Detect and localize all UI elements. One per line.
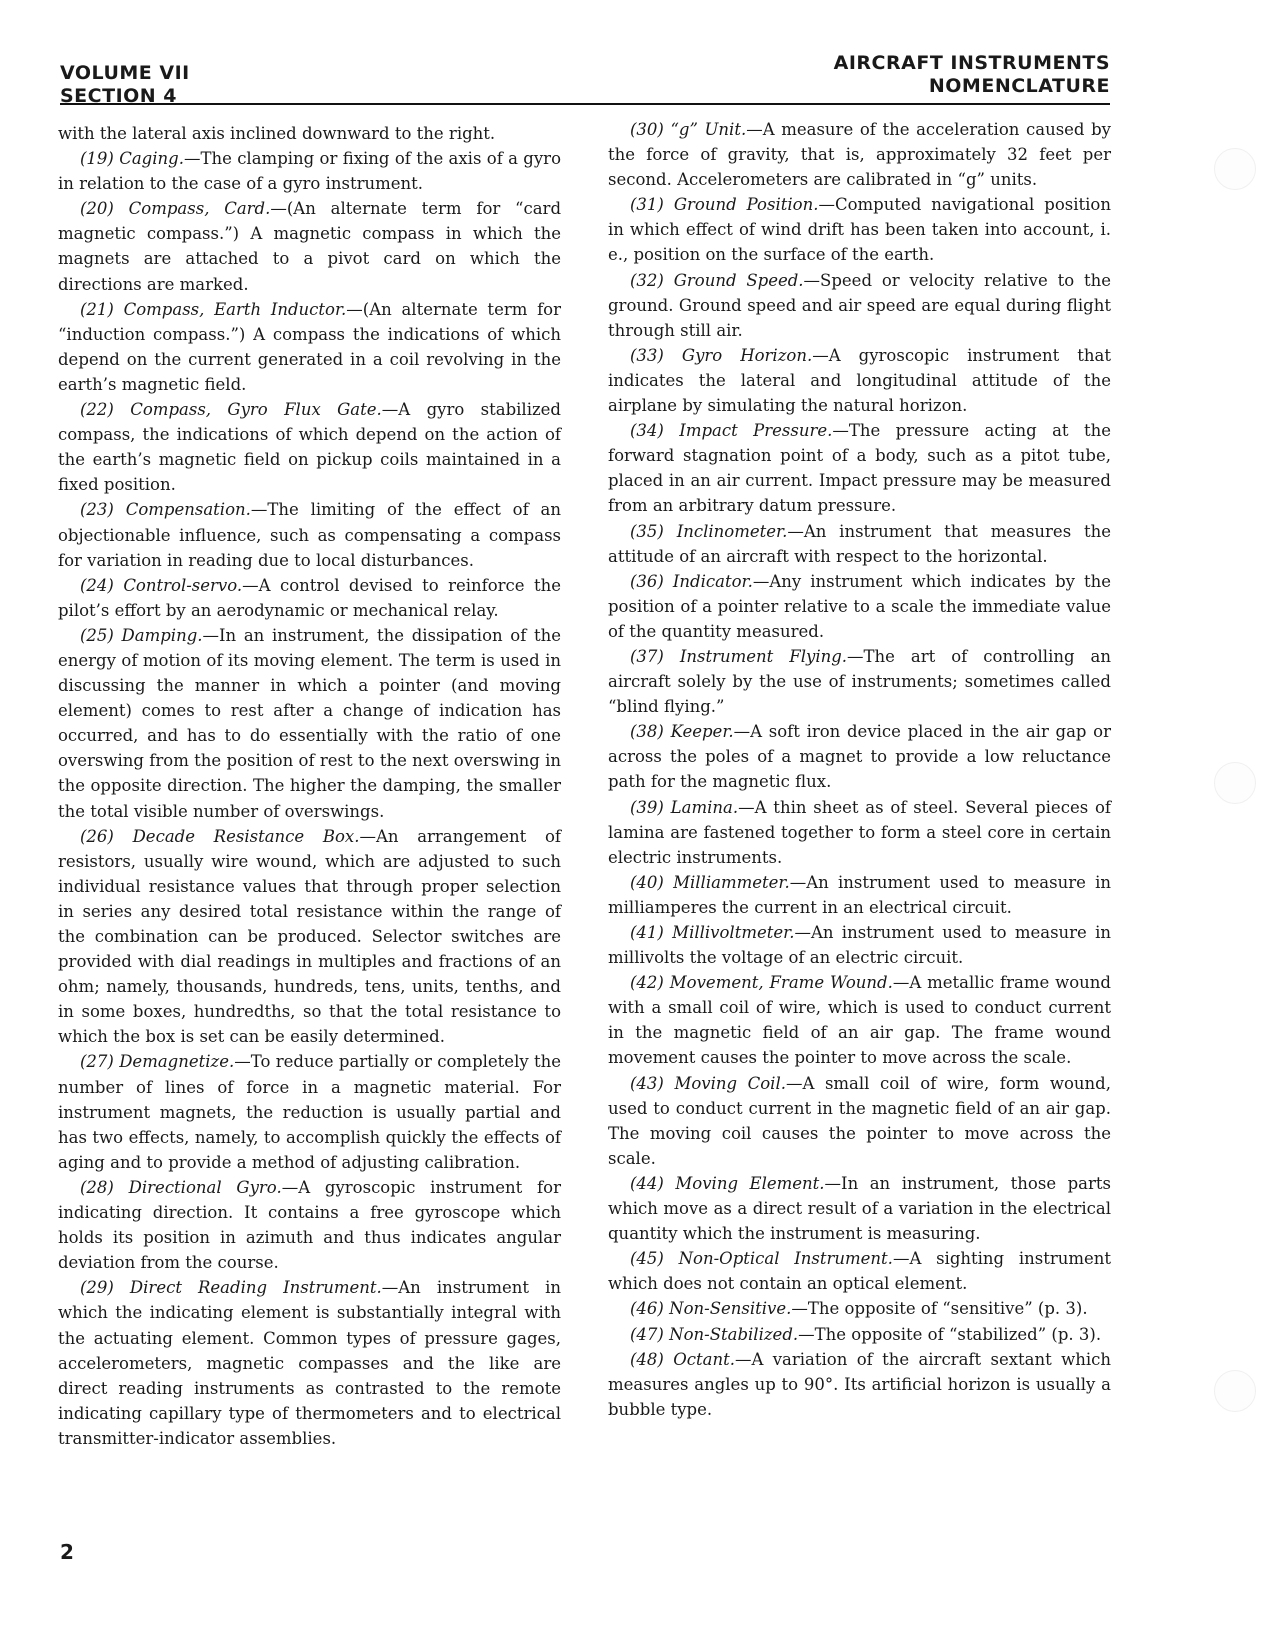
- glossary-entry: [608, 870, 1111, 920]
- entry-definition: —(An alternate term for “induction compass.”) A compass the indications of which depend on the current generated in a coil revolving in the earth’s magnetic field.: [58, 299, 561, 394]
- glossary-entry: [608, 117, 1111, 192]
- entry-number: (44): [630, 1173, 664, 1193]
- glossary-entry: [58, 146, 561, 196]
- entry-term: Damping.: [121, 625, 203, 645]
- glossary-entry: [608, 569, 1111, 644]
- entry-term: Movement, Frame Wound.: [669, 973, 893, 993]
- entry-number: (42): [630, 973, 664, 993]
- entry-term: Indicator.: [672, 571, 753, 591]
- entry-term: Ground Position.: [673, 195, 819, 215]
- entry-term: Directional Gyro.: [128, 1177, 282, 1197]
- entry-number: (19): [80, 149, 114, 169]
- entry-definition: —A soft iron device placed in the air gap or across the poles of a magnet to provide a low reluctance path for the magnetic flux.: [608, 722, 1112, 792]
- glossary-entry: [608, 192, 1111, 267]
- entry-definition: —A control devised to reinforce the pilot’s effort by an aerodynamic or mechanical relay.: [58, 575, 562, 620]
- entry-number: (29): [80, 1278, 114, 1298]
- glossary-entry: [58, 1049, 561, 1174]
- glossary-entry: [608, 1246, 1111, 1296]
- page-header: [60, 48, 1110, 106]
- entry-definition: —The opposite of “sensitive” (p. 3).: [791, 1299, 1088, 1319]
- entry-number: (31): [630, 195, 664, 215]
- entry-number: (43): [630, 1073, 664, 1093]
- entry-definition: —An arrangement of resistors, usually wire wound, which are adjusted to such individual resistance values that through proper selection in series any desired total resistance within the range of the combination can be produced. Selector switches are provided with dial readings in multiples and fractions of an ohm; namely, thousands, hundreds, tens, units, tenths, and in some boxes, hundredths, so that the total resistance to which the box is set can be easily determined.: [58, 826, 562, 1047]
- entry-term: Control-servo.: [123, 575, 243, 595]
- entry-number: (25): [80, 625, 114, 645]
- glossary-entry: [58, 1275, 561, 1451]
- entry-term: Caging.: [119, 149, 184, 169]
- entry-definition: —A gyroscopic instrument that indicates the lateral and longitudinal attitude of the airplane by simulating the natural horizon.: [608, 345, 1111, 416]
- entry-number: (26): [80, 826, 114, 846]
- entry-term: Milliammeter.: [673, 872, 790, 892]
- entry-term: Lamina.: [670, 797, 739, 817]
- entry-definition: —An instrument that measures the attitude of an aircraft with respect to the horizontal.: [608, 521, 1111, 566]
- punch-hole-middle: [1214, 762, 1256, 804]
- entry-number: (27): [80, 1052, 114, 1072]
- entry-number: (28): [80, 1177, 114, 1197]
- entry-number: (38): [630, 722, 664, 742]
- glossary-entry: [58, 1175, 561, 1275]
- glossary-entry: [608, 1171, 1111, 1246]
- entry-term: Impact Pressure.: [679, 421, 833, 441]
- punch-hole-top: [1214, 148, 1256, 190]
- glossary-entry: [608, 1071, 1111, 1171]
- glossary-entry: [58, 824, 561, 1050]
- entry-term: Non-Stabilized.: [669, 1324, 799, 1344]
- glossary-entry: [608, 644, 1111, 719]
- glossary-entry: [58, 573, 561, 623]
- entry-definition: —The clamping or fixing of the axis of a gyro in relation to the case of a gyro instrument.: [58, 149, 562, 194]
- entry-definition: —Any instrument which indicates by the position of a pointer relative to a scale the immediate value of the quantity measured.: [608, 571, 1111, 641]
- header-title-line1: AIRCRAFT INSTRUMENTS: [833, 52, 1110, 74]
- entry-term: Inclinometer.: [676, 521, 788, 541]
- entry-number: (33): [630, 345, 664, 365]
- glossary-entry: [608, 795, 1111, 870]
- entry-number: (23): [80, 500, 114, 520]
- punch-hole-bottom: [1214, 1370, 1256, 1412]
- entry-number: (37): [630, 646, 664, 666]
- entry-definition: —To reduce partially or completely the number of lines of force in a magnetic material. For instrument magnets, the reduction is usually partial and has two effects, namely, to accomplish quickly the effects of aging and to provide a method of adjusting calibration.: [58, 1052, 562, 1172]
- glossary-entry: [58, 297, 561, 397]
- continued-paragraph: with the lateral axis inclined downward to the right.: [58, 124, 496, 143]
- entry-definition: —(An alternate term for “card magnetic compass.”) A magnetic compass in which the magnets are attached to a pivot card on which the directions are marked.: [58, 199, 562, 294]
- entry-term: Demagnetize.: [119, 1052, 235, 1072]
- entry-number: (36): [630, 571, 664, 591]
- entry-definition: —Speed or velocity relative to the ground. Ground speed and air speed are equal during flight through still air.: [608, 270, 1112, 340]
- entry-term: Keeper.: [670, 722, 734, 742]
- entry-term: Compass, Earth Inductor.: [123, 299, 347, 319]
- entry-definition: —In an instrument, those parts which move as a direct result of a variation in the electrical quantity which the instrument is measuring.: [608, 1173, 1111, 1244]
- glossary-entry: [608, 268, 1111, 343]
- entry-definition: —A measure of the acceleration caused by the force of gravity, that is, approximately 32 feet per second. Accelerometers are calibrated in “g” units.: [608, 120, 1111, 190]
- entry-term: Octant.: [673, 1349, 735, 1369]
- entry-number: (45): [630, 1249, 664, 1269]
- entry-term: “g” Unit.: [670, 120, 747, 139]
- entry-term: Non-Optical Instrument.: [678, 1249, 893, 1269]
- header-title-line2: NOMENCLATURE: [928, 75, 1110, 97]
- entry-term: Gyro Horizon.: [681, 345, 813, 365]
- entry-number: (20): [80, 199, 114, 219]
- entry-term: Decade Resistance Box.: [132, 826, 360, 846]
- glossary-entry: [608, 970, 1111, 1070]
- glossary-entry: [608, 1347, 1111, 1422]
- entry-definition: —An instrument in which the indicating element is substantially integral with the actuating element. Common types of pressure gages, accelerometers, magnetic compasses and the like are direct reading instruments as contrasted to the remote indicating capillary type of thermometers and to electrical transmitter-indicator assemblies.: [58, 1278, 561, 1448]
- entry-term: Non-Sensitive.: [669, 1299, 792, 1319]
- entry-definition: —A sighting instrument which does not contain an optical element.: [608, 1249, 1112, 1294]
- header-right: [834, 52, 1110, 98]
- entry-term: Compensation.: [125, 500, 251, 520]
- glossary-entry: [58, 497, 561, 572]
- entry-definition: —A metallic frame wound with a small coil of wire, which is used to conduct current in the magnetic field of an air gap. The frame wound movement causes the pointer to move across the scale.: [608, 973, 1111, 1068]
- glossary-entry: [58, 623, 561, 824]
- entry-term: Moving Coil.: [674, 1073, 786, 1093]
- entry-definition: —A small coil of wire, form wound, used to conduct current in the magnetic field of an air gap. The moving coil causes the pointer to move across the scale.: [608, 1073, 1111, 1168]
- right-column: [608, 117, 1111, 1422]
- entry-definition: —The pressure acting at the forward stagnation point of a body, such as a pitot tube, placed in an air current. Impact pressure may be measured from an arbitrary datum pressure.: [608, 421, 1111, 516]
- entry-definition: —Computed navigational position in which effect of wind drift has been taken into account, i. e., position on the surface of the earth.: [608, 195, 1111, 265]
- entry-number: (41): [630, 923, 664, 942]
- glossary-entry: [58, 196, 561, 296]
- entry-term: Instrument Flying.: [679, 646, 848, 666]
- entry-definition: —The art of controlling an aircraft solely by the use of instruments; sometimes called “blind flying.”: [608, 646, 1111, 717]
- entry-number: (48): [630, 1349, 664, 1369]
- entry-term: Moving Element.: [675, 1173, 825, 1193]
- entry-definition: —The opposite of “stabilized” (p. 3).: [798, 1324, 1102, 1344]
- glossary-entry: [608, 920, 1111, 970]
- header-rule: [60, 103, 1110, 105]
- entry-definition: —A gyro stabilized compass, the indications of which depend on the action of the earth’s magnetic field on pickup coils maintained in a fixed position.: [58, 400, 561, 495]
- entry-number: (22): [80, 400, 114, 420]
- entry-number: (39): [630, 797, 664, 817]
- entry-number: (21): [80, 299, 114, 319]
- glossary-entry: [608, 418, 1111, 518]
- glossary-entry: [608, 719, 1111, 794]
- entry-number: (34): [630, 421, 664, 441]
- entry-number: (47): [630, 1324, 664, 1344]
- entry-term: Millivoltmeter.: [672, 923, 795, 942]
- entry-term: Direct Reading Instrument.: [129, 1278, 382, 1298]
- glossary-entry: [608, 1322, 1111, 1347]
- glossary-entry: [608, 519, 1111, 569]
- section-label: SECTION 4: [60, 85, 178, 107]
- entry-definition: —A gyroscopic instrument for indicating direction. It contains a free gyroscope which holds its position in azimuth and thus indicates angular deviation from the course.: [58, 1177, 561, 1273]
- entry-number: (35): [630, 521, 664, 541]
- entry-definition: —A thin sheet as of steel. Several pieces of lamina are fastened together to form a steel core in certain electric instruments.: [608, 797, 1112, 867]
- entry-term: Compass, Gyro Flux Gate.: [130, 400, 382, 420]
- entry-number: (30): [630, 120, 664, 139]
- entry-definition: —The limiting of the effect of an objectionable influence, such as compensating a compass for variation in reading due to local disturbances.: [58, 500, 561, 570]
- entry-definition: —An instrument used to measure in milliamperes the current in an electrical circuit.: [608, 872, 1111, 917]
- entry-definition: —An instrument used to measure in millivolts the voltage of an electric circuit.: [608, 923, 1111, 968]
- glossary-entry: [58, 397, 561, 497]
- entry-number: (46): [630, 1299, 664, 1319]
- entry-number: (24): [80, 575, 114, 595]
- left-column: [58, 121, 561, 1451]
- glossary-entry: [608, 1296, 1111, 1321]
- entry-definition: —In an instrument, the dissipation of the energy of motion of its moving element. The term is used in discussing the manner in which a pointer (and moving element) comes to rest after a change of indication has occurred, and has to do essentially with the ratio of one overswing from the position of rest to the next overswing in the opposite direction. The higher the damping, the smaller the total visible number of overswings.: [58, 625, 561, 821]
- volume-label: VOLUME VII: [60, 62, 190, 84]
- header-left: [60, 62, 190, 108]
- page-number: 2: [60, 1540, 74, 1564]
- glossary-entry: [608, 343, 1111, 418]
- entry-term: Ground Speed.: [673, 270, 804, 290]
- entry-number: (32): [630, 270, 664, 290]
- entry-number: (40): [630, 872, 664, 892]
- entry-definition: —A variation of the aircraft sextant which measures angles up to 90°. Its artificial horizon is usually a bubble type.: [608, 1349, 1111, 1419]
- entry-term: Compass, Card.: [128, 199, 271, 219]
